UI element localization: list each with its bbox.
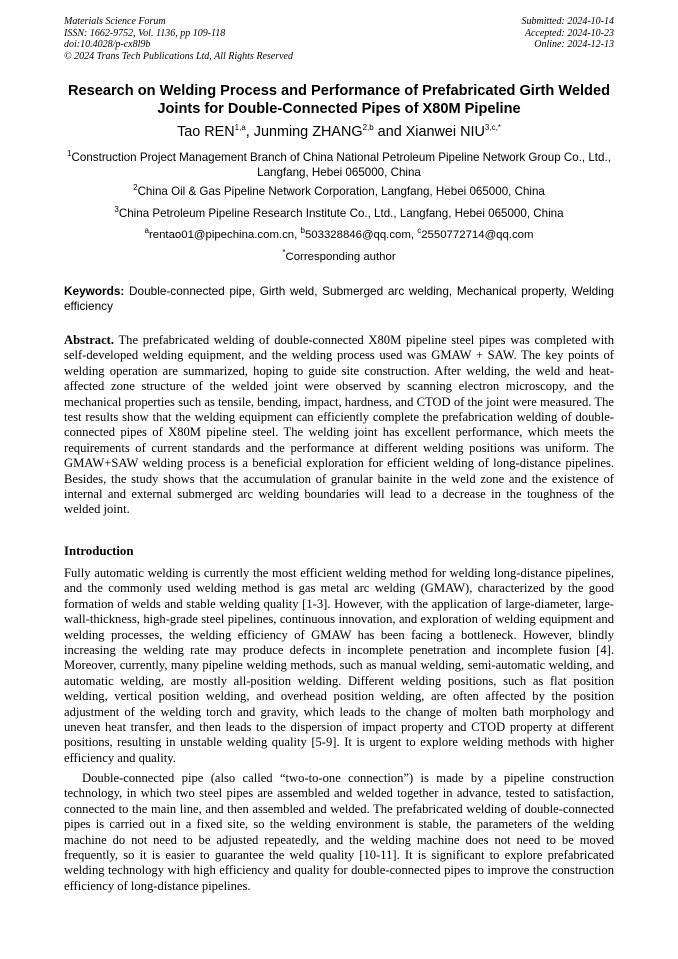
affiliation-superscript: 3 xyxy=(114,205,119,215)
email-separator: , xyxy=(294,229,301,241)
keywords-text: Double-connected pipe, Girth weld, Submerged arc welding, Mechanical property, Welding efficiency xyxy=(64,284,614,313)
submitted-date: Submitted: 2024-10-14 xyxy=(521,16,614,27)
issn-line: ISSN: 1662-9752, Vol. 1136, pp 109-118 xyxy=(64,27,226,39)
copyright-line: © 2024 Trans Tech Publications Ltd, All Rights Reserved xyxy=(64,50,293,62)
paper-title: Research on Welding Process and Performance of Prefabricated Girth Welded Joints for Double-Connected Pipes of X80M Pipeline xyxy=(67,83,610,117)
corresponding-superscript: * xyxy=(282,248,286,258)
author-superscript: 2,b xyxy=(362,123,374,133)
affiliation-superscript: 1 xyxy=(67,149,72,159)
publication-dates xyxy=(522,16,615,51)
author-name: Tao REN xyxy=(177,124,235,140)
introduction-heading: Introduction xyxy=(64,544,134,558)
journal-name: Materials Science Forum xyxy=(64,16,166,27)
affiliation-text: China Petroleum Pipeline Research Institute Co., Ltd., Langfang, Hebei 065000, China xyxy=(118,207,564,220)
corresponding-text: Corresponding author xyxy=(285,251,396,263)
author-conjunction: and xyxy=(373,124,406,140)
affiliation-text: China Oil & Gas Pipeline Network Corporation, Langfang, Hebei 065000, China xyxy=(137,185,545,198)
doi-line: doi:10.4028/p-cx8l9b xyxy=(64,39,151,50)
email-superscript: b xyxy=(300,226,305,236)
affiliation-1 xyxy=(64,150,614,180)
affiliation-text: Construction Project Management Branch of China National Petroleum Pipeline Network Group Co., Ltd., Langfang, Hebei 065000, China xyxy=(71,151,611,179)
author-line xyxy=(64,123,614,141)
email-address: 2550772714@qq.com xyxy=(421,229,534,241)
journal-info xyxy=(64,16,293,62)
abstract-text: The prefabricated welding of double-connected X80M pipeline steel pipes was completed with self-developed welding equipment, and the welding process used was GMAW + SAW. The key points of welding operation are summarized, hoping to guide site construction. After welding, the weld and heat-affected zone structure of the welded joint were observed by scanning electron microscopy, and the mechanical properties such as tensile, bending, impact, hardness, and CTOD of the joint were measured. The test results show that the welding equipment can efficiently complete the prefabrication welding of double-connected pipes of X80M pipeline steel. The welding joint has excellent performance, which meets the requirements of current standards and the performance at different welding positions was uniform. The GMAW+SAW welding process is a beneficial exploration for efficient welding of long-distance pipelines. Besides, the study shows that the accumulation of granular bainite in the weld zone and the existence of internal and external submerged arc welding boundaries will lead to a decrease in the toughness of the welded joint. xyxy=(64,333,614,517)
corresponding-author-note xyxy=(64,250,614,264)
affiliation-superscript: 2 xyxy=(133,183,138,193)
affiliation-3 xyxy=(64,206,614,221)
abstract-label: Abstract. xyxy=(64,333,115,347)
keywords-block xyxy=(64,284,614,314)
online-date: Online: 2024-12-13 xyxy=(534,39,614,50)
email-address: rentao01@pipechina.com.cn xyxy=(148,229,295,241)
introduction-paragraph: Double-connected pipe (also called “two-to-one connection”) is made by a pipeline construction technology, in which two steel pipes are assembled and welded together in advance, tested to satisfaction, connected to the main line, and then assembled and welded. The prefabricated welding of double-connected pipes is carried out in a fixed site, so the welding environment is stable, the parameters of the welding machine do not need to be adjusted repeatedly, and the welding machine does not need to be moved frequently, so it is easier to guarantee the weld quality [10-11]. It is significant to explore prefabricated welding technology with high efficiency and quality for double-connected pipes to improve the construction efficiency of long-distance pipelines. xyxy=(64,771,614,893)
author-name: Xianwei NIU xyxy=(405,124,485,140)
email-address: 503328846@qq.com xyxy=(304,229,411,241)
author-superscript: 3,c,* xyxy=(484,123,501,133)
email-separator: , xyxy=(410,229,418,241)
author-superscript: 1,a xyxy=(234,123,246,133)
affiliation-2 xyxy=(64,184,614,199)
accepted-date: Accepted: 2024-10-23 xyxy=(524,27,614,39)
email-superscript: c xyxy=(417,226,422,236)
author-separator: , xyxy=(245,124,254,140)
email-superscript: a xyxy=(144,226,149,236)
keywords-label: Keywords: xyxy=(64,284,125,298)
abstract-block xyxy=(64,333,614,518)
author-name: Junming ZHANG xyxy=(253,124,363,140)
email-line xyxy=(64,228,614,242)
introduction-paragraph: Fully automatic welding is currently the most efficient welding method for welding long-distance pipelines, and the commonly used welding method is gas metal arc welding (GMAW), characterized by the good formation of welds and stable welding quality [1-3]. However, with the application of large-diameter, large-wall-thickness, high-grade steel pipelines, continuous innovation, and exploration of welding equipment and welding processes, the welding efficiency of GMAW has been facing a bottleneck. However, blindly increasing the welding rate may produce defects in incomplete penetration and incomplete fusion [4]. Moreover, currently, many pipeline welding methods, such as manual welding, semi-automatic welding, and automatic welding, are mostly all-position welding. Different welding positions, such as flat position welding, vertical position welding, and overhead position welding, are often affected by the position adjustment of the welding torch and gravity, which leads to the change of molten bath morphology and uneven heat transfer, and then leads to the dispersion of impact property and CTOD property at different positions, resulting in unstable welding quality [5-9]. It is urgent to explore welding methods with higher efficiency and quality. xyxy=(64,566,614,765)
